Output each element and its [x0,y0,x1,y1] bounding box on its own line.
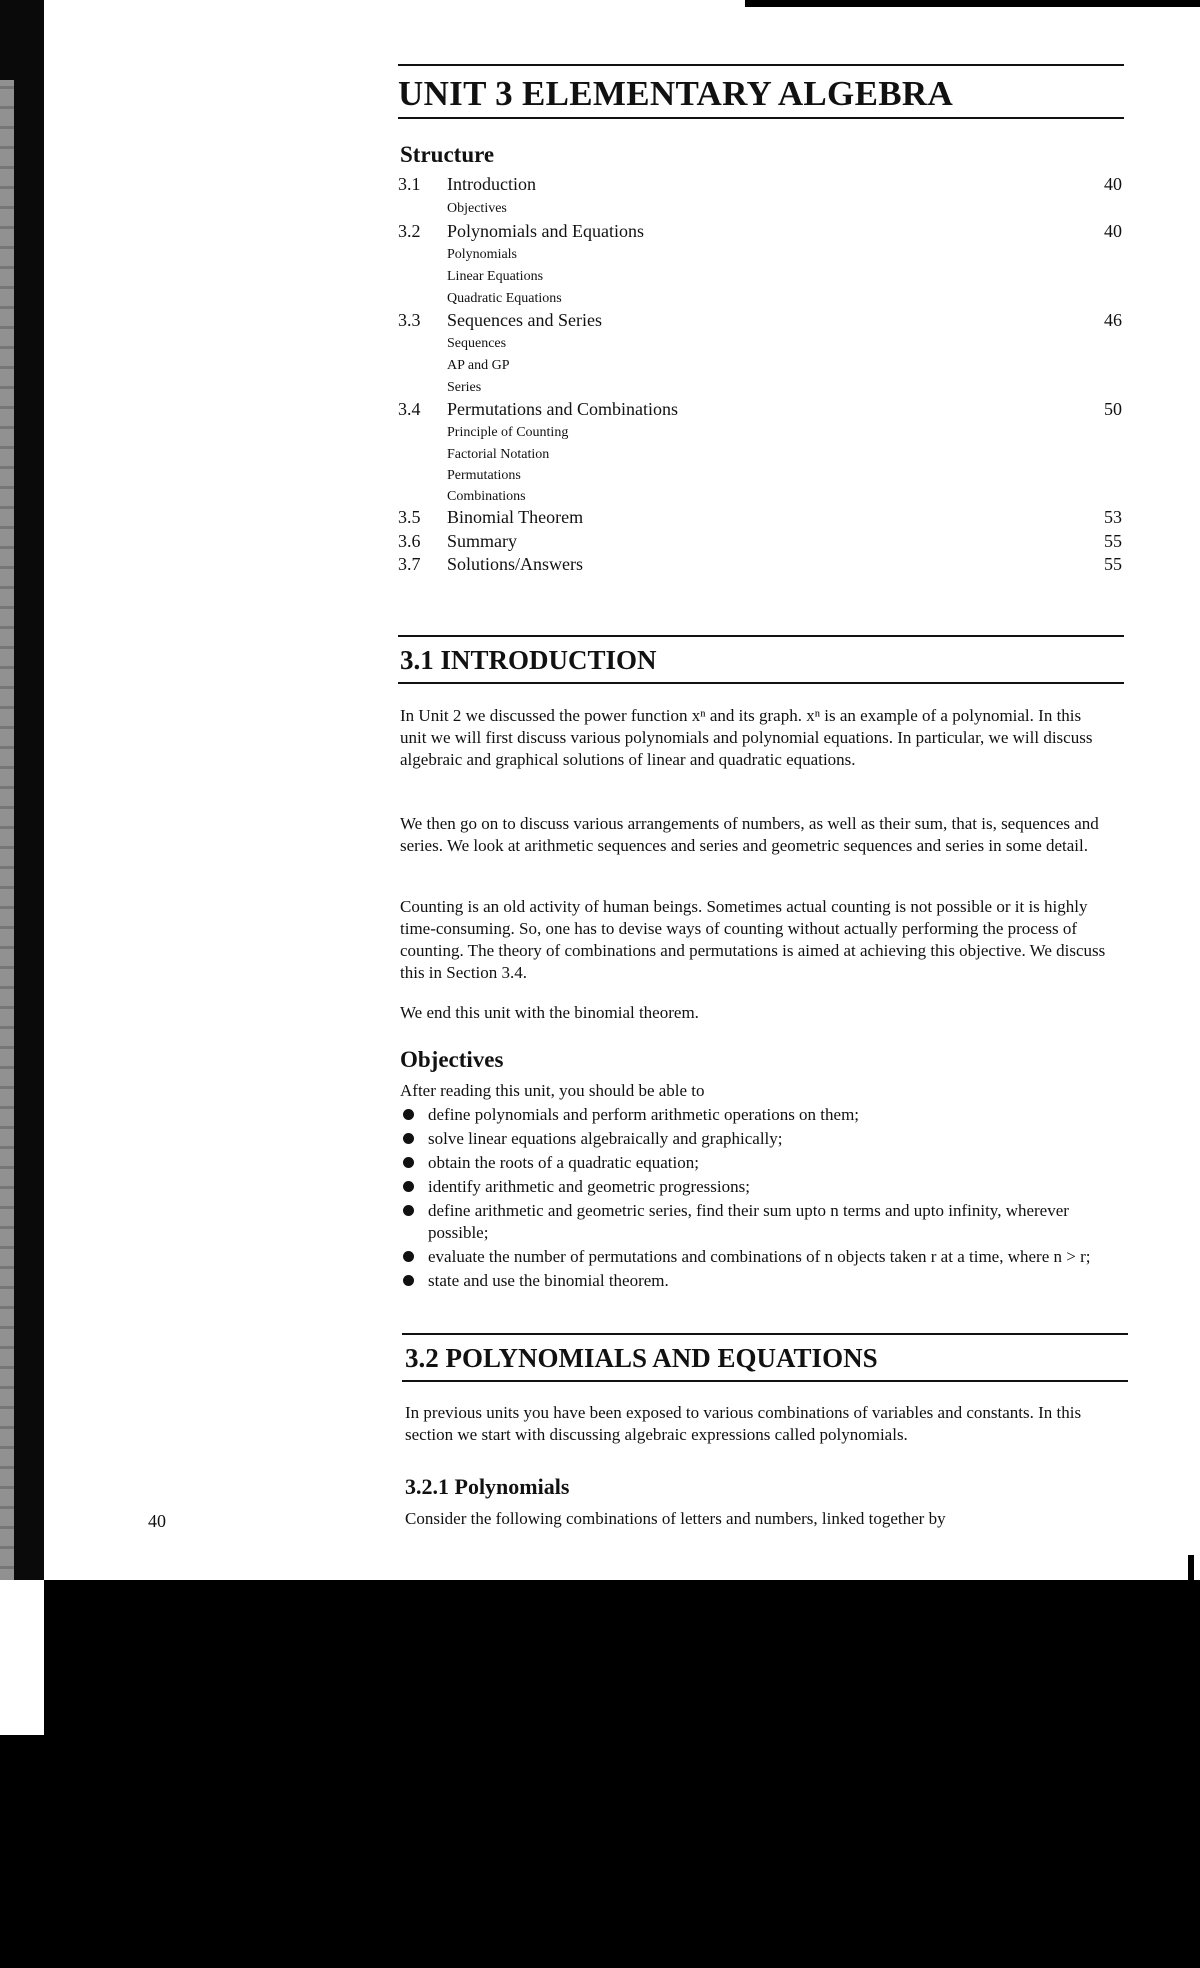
toc-subentry: AP and GP [447,358,510,373]
toc-entry [398,507,1122,531]
scan-bottom-dark-band [0,1580,1200,1968]
section-heading-polynomials: 3.2 POLYNOMIALS AND EQUATIONS [405,1343,878,1373]
list-item [400,1246,1120,1268]
toc-page: 46 [1104,310,1122,330]
toc-number: 3.6 [398,531,421,551]
toc-number: 3.5 [398,507,421,527]
list-item-text: state and use the binomial theorem. [428,1271,669,1290]
paragraph: In Unit 2 we discussed the power function xⁿ and its graph. xⁿ is an example of a polynomial. In this unit we will first discuss various polynomials and polynomial equations. In particular, we will discuss algebraic and graphical solutions of linear and quadratic equations. [400,706,1093,769]
list-item-text: define arithmetic and geometric series, find their sum upto n terms and upto infinity, wherever possible; [428,1201,1069,1242]
list-item [400,1176,1120,1198]
toc-subentry: Combinations [447,489,526,504]
toc-title: Binomial Theorem [447,507,584,527]
paragraph: In previous units you have been exposed to various combinations of variables and constants. In this section we start with discussing algebraic expressions called polynomials. [405,1403,1082,1444]
toc-subentry: Principle of Counting [447,425,569,440]
title-bottom-rule [398,117,1124,119]
page-number: 40 [148,1511,166,1531]
toc-entry [398,310,1122,334]
objectives-list [400,1104,1120,1294]
section-heading-introduction: 3.1 INTRODUCTION [400,645,657,675]
toc-entry [398,399,1122,423]
section-bottom-rule [398,682,1124,684]
toc-subentry: Permutations [447,468,521,483]
scan-right-notch [1188,1555,1194,1585]
toc-page: 55 [1104,531,1122,551]
toc-number: 3.3 [398,310,421,330]
toc-number: 3.4 [398,399,421,419]
toc-entry [398,531,1122,555]
toc-title: Sequences and Series [447,310,602,330]
toc-number: 3.1 [398,174,421,194]
bullet-icon [403,1205,414,1216]
section-top-rule [398,635,1124,637]
paragraph: Counting is an old activity of human beings. Sometimes actual counting is not possible or it is highly time-consuming. So, one has to devise ways of counting without actually performing the process of counting. The theory of combinations and permutations is aimed at achieving this objective. We discuss this in Section 3.4. [400,897,1106,982]
list-item-text: solve linear equations algebraically and graphically; [428,1129,783,1148]
bullet-icon [403,1157,414,1168]
structure-heading: Structure [400,142,495,167]
list-item [400,1270,1120,1292]
unit-title: UNIT 3 ELEMENTARY ALGEBRA [398,74,954,113]
toc-subentry: Linear Equations [447,269,544,284]
toc-title: Solutions/Answers [447,554,584,574]
list-item [400,1128,1120,1150]
bullet-icon [403,1275,414,1286]
toc-page: 50 [1104,399,1122,419]
toc-subentry: Objectives [447,201,507,216]
section-top-rule [402,1333,1128,1335]
toc-title: Polynomials and Equations [447,221,644,241]
objectives-lead: After reading this unit, you should be able to [400,1081,705,1100]
toc-page: 40 [1104,221,1122,241]
list-item-text: identify arithmetic and geometric progressions; [428,1177,750,1196]
list-item-text: define polynomials and perform arithmetic operations on them; [428,1105,860,1124]
paragraph: We end this unit with the binomial theorem. [400,1003,699,1022]
subsection-heading: 3.2.1 Polynomials [405,1474,570,1499]
toc-number: 3.7 [398,554,421,574]
bullet-icon [403,1251,414,1262]
toc-entry [398,174,1122,198]
paragraph: Consider the following combinations of letters and numbers, linked together by [405,1509,946,1528]
list-item-text: obtain the roots of a quadratic equation; [428,1153,699,1172]
bullet-icon [403,1181,414,1192]
toc-subentry: Quadratic Equations [447,291,562,306]
toc-subentry: Factorial Notation [447,447,550,462]
title-top-rule [398,64,1124,66]
list-item [400,1152,1120,1174]
scan-top-line [745,0,1200,7]
paragraph: We then go on to discuss various arrangements of numbers, as well as their sum, that is, sequences and series. We look at arithmetic sequences and series and geometric sequences and series in some detail. [400,814,1099,855]
list-item-text: evaluate the number of permutations and combinations of n objects taken r at a time, where n > r; [428,1247,1091,1266]
toc-subentry: Sequences [447,336,507,351]
toc-page: 53 [1104,507,1122,527]
toc-title: Summary [447,531,517,551]
toc-subentry: Series [447,380,482,395]
list-item [400,1200,1120,1244]
bullet-icon [403,1133,414,1144]
toc-title: Introduction [447,174,536,194]
toc-title: Permutations and Combinations [447,399,678,419]
list-item [400,1104,1120,1126]
objectives-heading: Objectives [400,1047,504,1072]
scan-left-paper-strip [0,1580,44,1735]
toc-page: 40 [1104,174,1122,194]
toc-number: 3.2 [398,221,421,241]
bullet-icon [403,1109,414,1120]
section-bottom-rule [402,1380,1128,1382]
toc-entry [398,221,1122,245]
toc-page: 55 [1104,554,1122,574]
toc-entry [398,554,1122,578]
toc-subentry: Polynomials [447,247,518,262]
scan-edge-noise [0,80,14,1660]
